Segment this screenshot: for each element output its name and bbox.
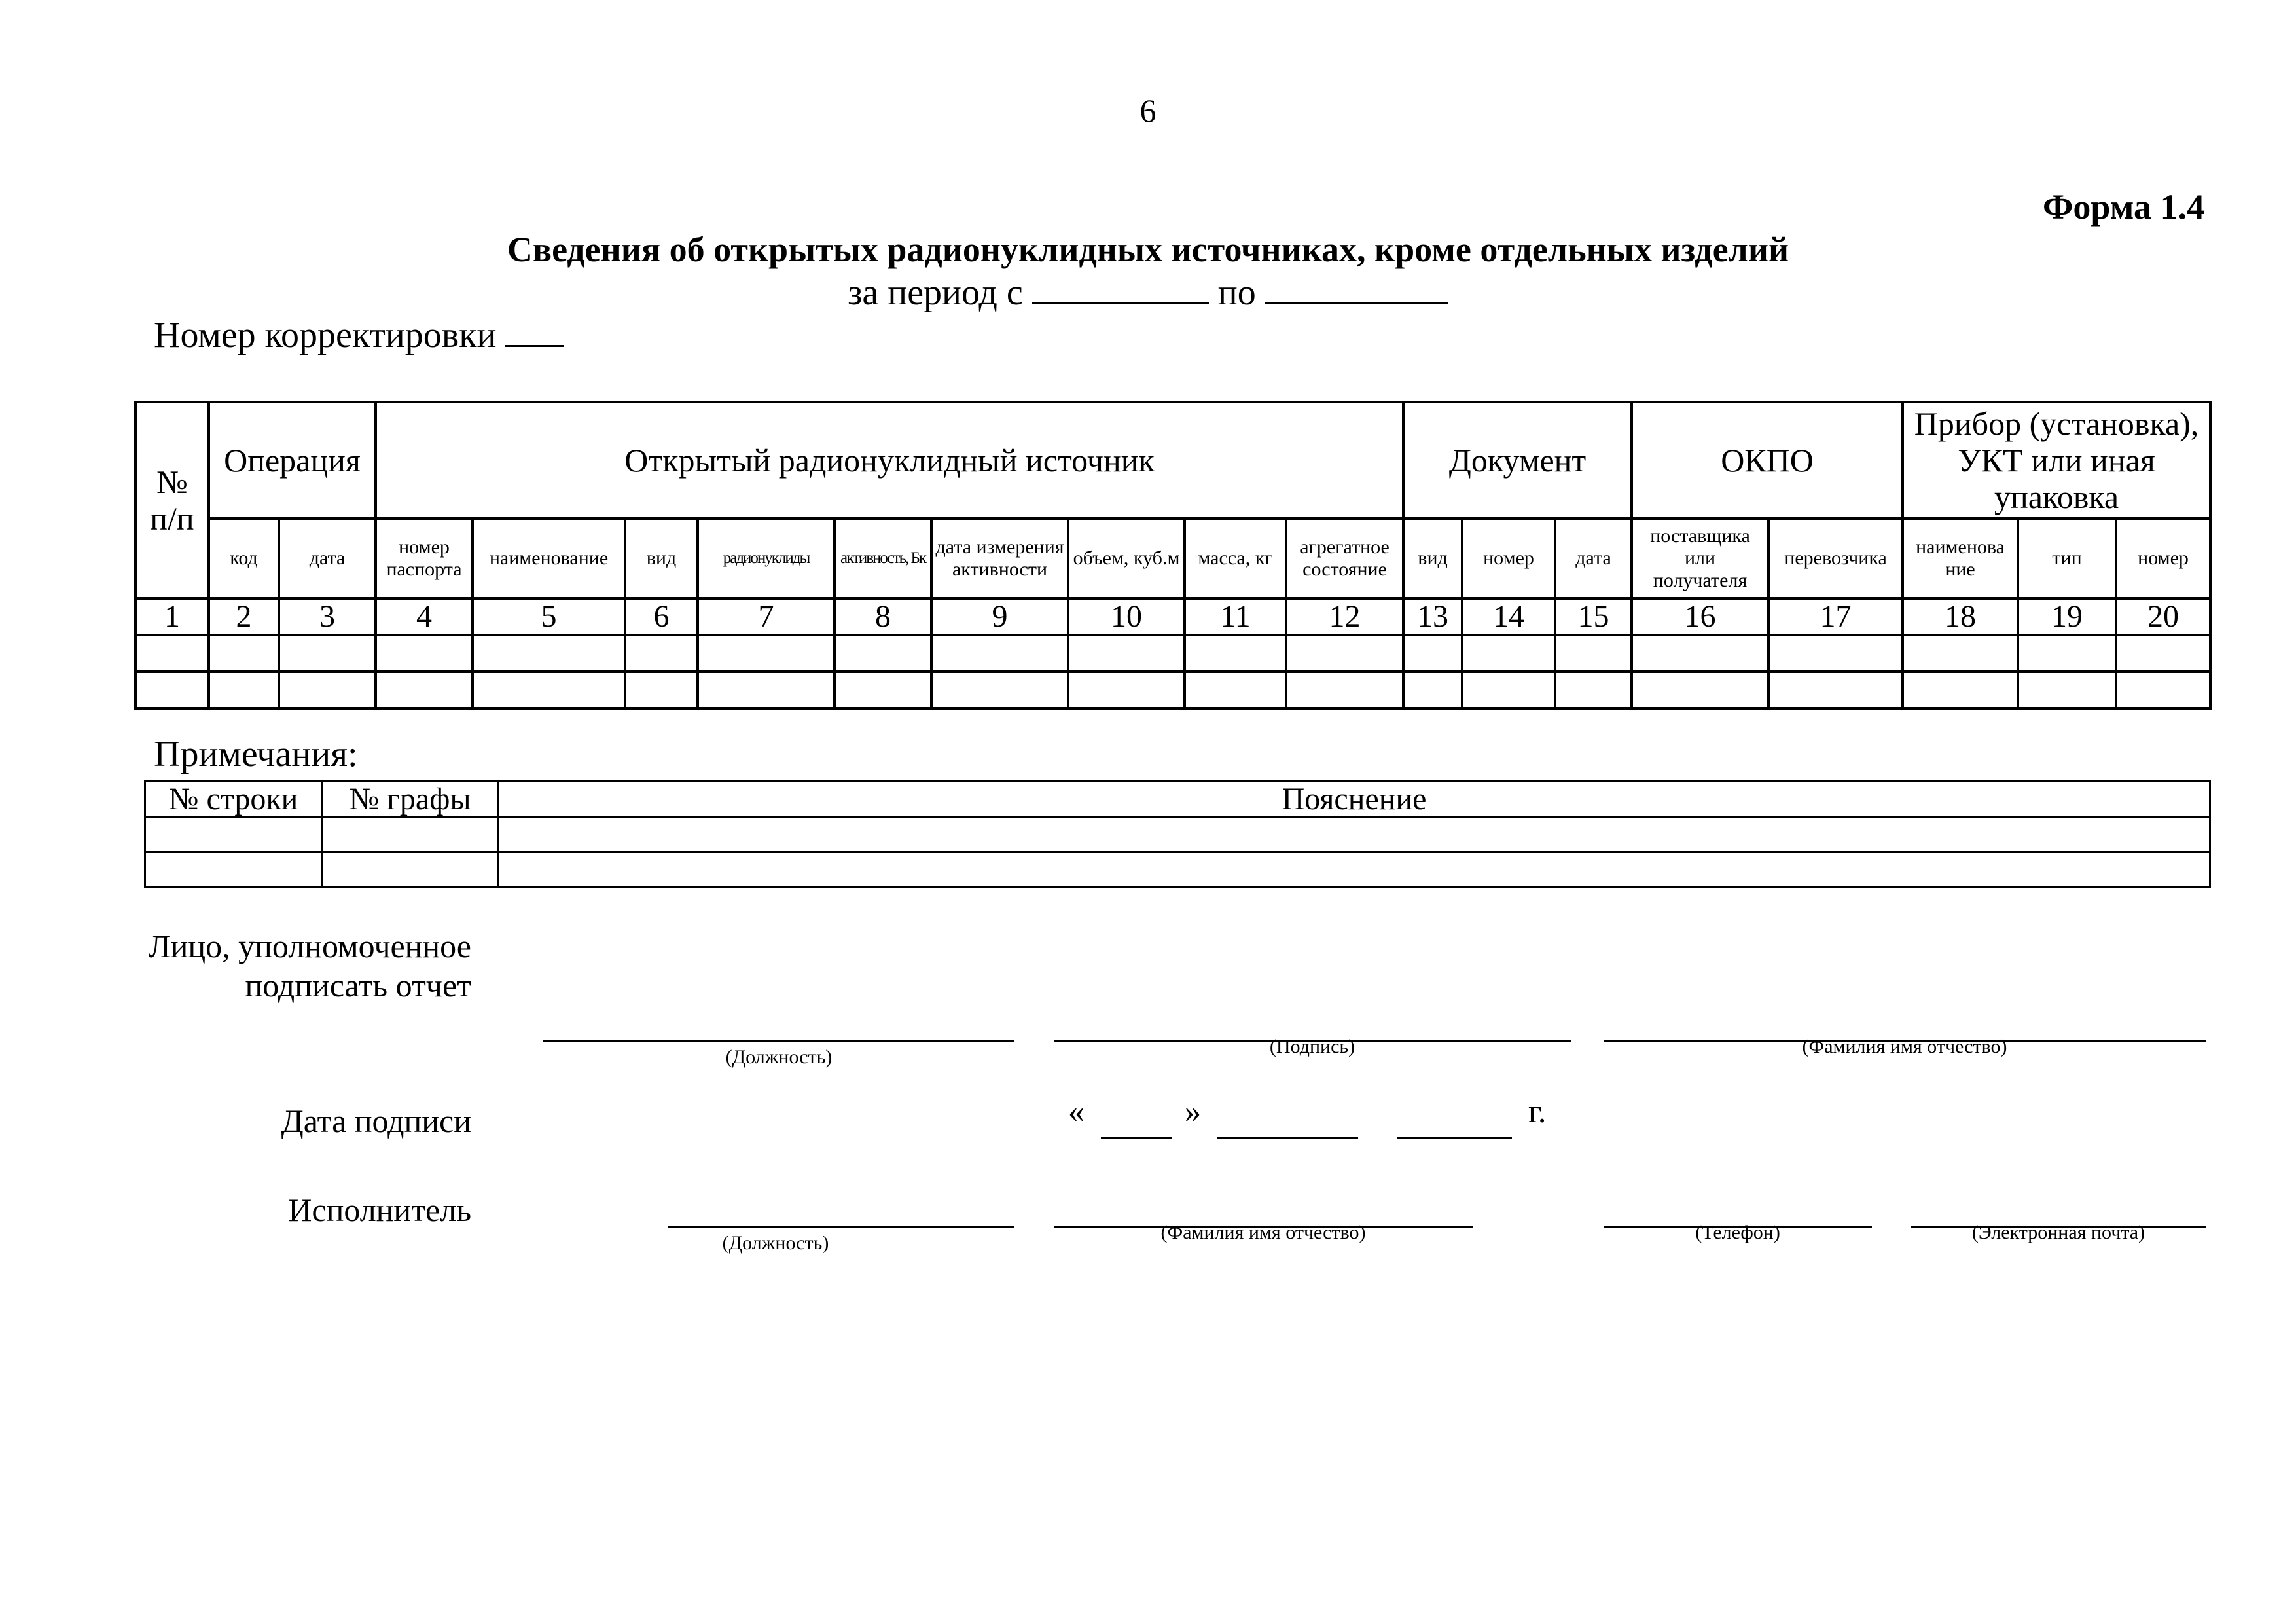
table-row xyxy=(135,635,2210,672)
table-cell[interactable] xyxy=(931,635,1068,672)
subheader-op-code: код xyxy=(209,519,279,598)
subheader-doc-number: номер xyxy=(1462,519,1555,598)
document-title: Сведения об открытых радионуклидных источниках, кроме отдельных изделий xyxy=(507,230,1789,269)
column-number: 4 xyxy=(376,598,473,635)
period-to-field[interactable] xyxy=(1265,274,1448,304)
table-cell[interactable] xyxy=(931,672,1068,708)
correction-number-field[interactable] xyxy=(505,316,564,347)
subheader-volume: объем, куб.м xyxy=(1068,519,1185,598)
table-cell[interactable] xyxy=(625,635,698,672)
sign-date-label: Дата подписи xyxy=(281,1103,471,1139)
table-cell[interactable] xyxy=(1068,672,1185,708)
header-document: Документ xyxy=(1403,402,1632,519)
table-cell[interactable] xyxy=(1462,672,1555,708)
table-cell[interactable] xyxy=(1068,635,1185,672)
notes-header-column: № графы xyxy=(322,782,499,818)
table-cell[interactable] xyxy=(698,672,834,708)
phone-caption: (Телефон) xyxy=(1695,1222,1780,1243)
column-number: 11 xyxy=(1185,598,1286,635)
table-cell[interactable] xyxy=(625,672,698,708)
table-cell[interactable] xyxy=(1185,635,1286,672)
quote-open: « xyxy=(1068,1093,1085,1129)
column-number: 19 xyxy=(2018,598,2116,635)
header-device: Прибор (установка), УКТ или иная упаковка xyxy=(1903,402,2210,519)
notes-table xyxy=(144,780,2211,888)
table-cell[interactable] xyxy=(376,635,473,672)
period-line xyxy=(0,272,2296,314)
column-number: 5 xyxy=(473,598,625,635)
period-middle: по xyxy=(1217,272,1256,313)
month-field[interactable] xyxy=(1217,1137,1358,1139)
subheader-supplier: поставщика или получателя xyxy=(1632,519,1768,598)
table-cell[interactable] xyxy=(135,672,209,708)
subheader-name: наименование xyxy=(473,519,625,598)
table-cell[interactable] xyxy=(1185,672,1286,708)
column-number: 17 xyxy=(1768,598,1903,635)
executor-position-caption: (Должность) xyxy=(722,1232,829,1254)
notes-header-row: № строки xyxy=(145,782,322,818)
table-cell[interactable] xyxy=(1555,672,1632,708)
table-cell[interactable] xyxy=(2116,672,2210,708)
column-numbers-row xyxy=(135,598,2210,635)
subheader-carrier: перевозчика xyxy=(1768,519,1903,598)
correction-line xyxy=(154,314,564,356)
subheader-device-type: тип xyxy=(2018,519,2116,598)
position-signature-line[interactable] xyxy=(543,1040,1014,1042)
table-cell[interactable] xyxy=(1403,672,1462,708)
table-cell[interactable] xyxy=(1632,672,1768,708)
subheader-activity-date: дата измерения активности xyxy=(931,519,1068,598)
column-number: 13 xyxy=(1403,598,1462,635)
table-cell[interactable] xyxy=(135,635,209,672)
subheader-device-name: наименова ние xyxy=(1903,519,2018,598)
table-row xyxy=(135,672,2210,708)
table-cell[interactable] xyxy=(473,672,625,708)
table-cell[interactable] xyxy=(1768,672,1903,708)
executor-label: Исполнитель xyxy=(288,1192,471,1228)
notes-cell[interactable] xyxy=(322,852,499,887)
position-caption: (Должность) xyxy=(725,1046,833,1068)
notes-cell[interactable] xyxy=(145,852,322,887)
column-number: 18 xyxy=(1903,598,2018,635)
table-cell[interactable] xyxy=(1903,672,2018,708)
table-cell[interactable] xyxy=(1286,672,1403,708)
subheader-state: агрегатное состояние xyxy=(1286,519,1403,598)
table-cell[interactable] xyxy=(1768,635,1903,672)
table-cell[interactable] xyxy=(1286,635,1403,672)
form-label: Форма 1.4 xyxy=(2042,187,2204,227)
year-field[interactable] xyxy=(1397,1137,1512,1139)
notes-cell[interactable] xyxy=(145,818,322,852)
table-cell[interactable] xyxy=(1632,635,1768,672)
header-row-num: № п/п xyxy=(135,402,209,598)
signature-caption: (Подпись) xyxy=(1269,1036,1355,1057)
executor-fio-caption: (Фамилия имя отчество) xyxy=(1160,1222,1366,1243)
fio-caption: (Фамилия имя отчество) xyxy=(1802,1036,2007,1057)
table-cell[interactable] xyxy=(1403,635,1462,672)
subheader-op-date: дата xyxy=(279,519,376,598)
subheader-mass: масса, кг xyxy=(1185,519,1286,598)
executor-position-line[interactable] xyxy=(668,1226,1014,1228)
table-cell[interactable] xyxy=(473,635,625,672)
column-number: 9 xyxy=(931,598,1068,635)
table-cell[interactable] xyxy=(376,672,473,708)
correction-label: Номер корректировки xyxy=(154,315,497,356)
column-number: 8 xyxy=(834,598,931,635)
notes-cell[interactable] xyxy=(499,852,2210,887)
column-number: 20 xyxy=(2116,598,2210,635)
column-number: 14 xyxy=(1462,598,1555,635)
column-number: 7 xyxy=(698,598,834,635)
subheader-doc-date: дата xyxy=(1555,519,1632,598)
table-cell[interactable] xyxy=(1555,635,1632,672)
subheader-doc-kind: вид xyxy=(1403,519,1462,598)
table-cell[interactable] xyxy=(209,672,279,708)
table-cell[interactable] xyxy=(834,672,931,708)
table-cell[interactable] xyxy=(2018,672,2116,708)
table-cell[interactable] xyxy=(2018,635,2116,672)
period-from-field[interactable] xyxy=(1032,274,1209,304)
column-number: 6 xyxy=(625,598,698,635)
column-number: 16 xyxy=(1632,598,1768,635)
column-number: 12 xyxy=(1286,598,1403,635)
email-caption: (Электронная почта) xyxy=(1971,1222,2145,1243)
table-cell[interactable] xyxy=(1903,635,2018,672)
subheader-radionuclides: радионуклиды xyxy=(698,519,834,598)
header-operation: Операция xyxy=(209,402,376,519)
table-cell[interactable] xyxy=(698,635,834,672)
day-field[interactable] xyxy=(1101,1137,1172,1139)
subheader-activity: активность, Бк xyxy=(834,519,931,598)
notes-row xyxy=(145,852,2210,887)
notes-row xyxy=(145,818,2210,852)
header-source: Открытый радионуклидный источник xyxy=(376,402,1403,519)
subheader-device-number: номер xyxy=(2116,519,2210,598)
subheader-kind: вид xyxy=(625,519,698,598)
notes-header-explanation: Пояснение xyxy=(499,782,2210,818)
notes-cell[interactable] xyxy=(322,818,499,852)
table-cell[interactable] xyxy=(279,672,376,708)
header-okpo: ОКПО xyxy=(1632,402,1903,519)
column-number: 3 xyxy=(279,598,376,635)
period-prefix: за период с xyxy=(848,272,1023,313)
notes-cell[interactable] xyxy=(499,818,2210,852)
column-number: 1 xyxy=(135,598,209,635)
column-number: 15 xyxy=(1555,598,1632,635)
table-cell[interactable] xyxy=(209,635,279,672)
column-number: 10 xyxy=(1068,598,1185,635)
authorized-person-label: Лицо, уполномоченное подписать отчет xyxy=(148,928,471,1004)
table-cell[interactable] xyxy=(834,635,931,672)
main-table xyxy=(134,401,2212,710)
table-cell[interactable] xyxy=(279,635,376,672)
table-cell[interactable] xyxy=(2116,635,2210,672)
column-number: 2 xyxy=(209,598,279,635)
year-suffix: г. xyxy=(1528,1093,1547,1129)
subheader-passport: номер паспорта xyxy=(376,519,473,598)
page-number: 6 xyxy=(1139,92,1157,129)
notes-label: Примечания: xyxy=(154,734,358,775)
table-cell[interactable] xyxy=(1462,635,1555,672)
quote-close: » xyxy=(1185,1093,1201,1129)
